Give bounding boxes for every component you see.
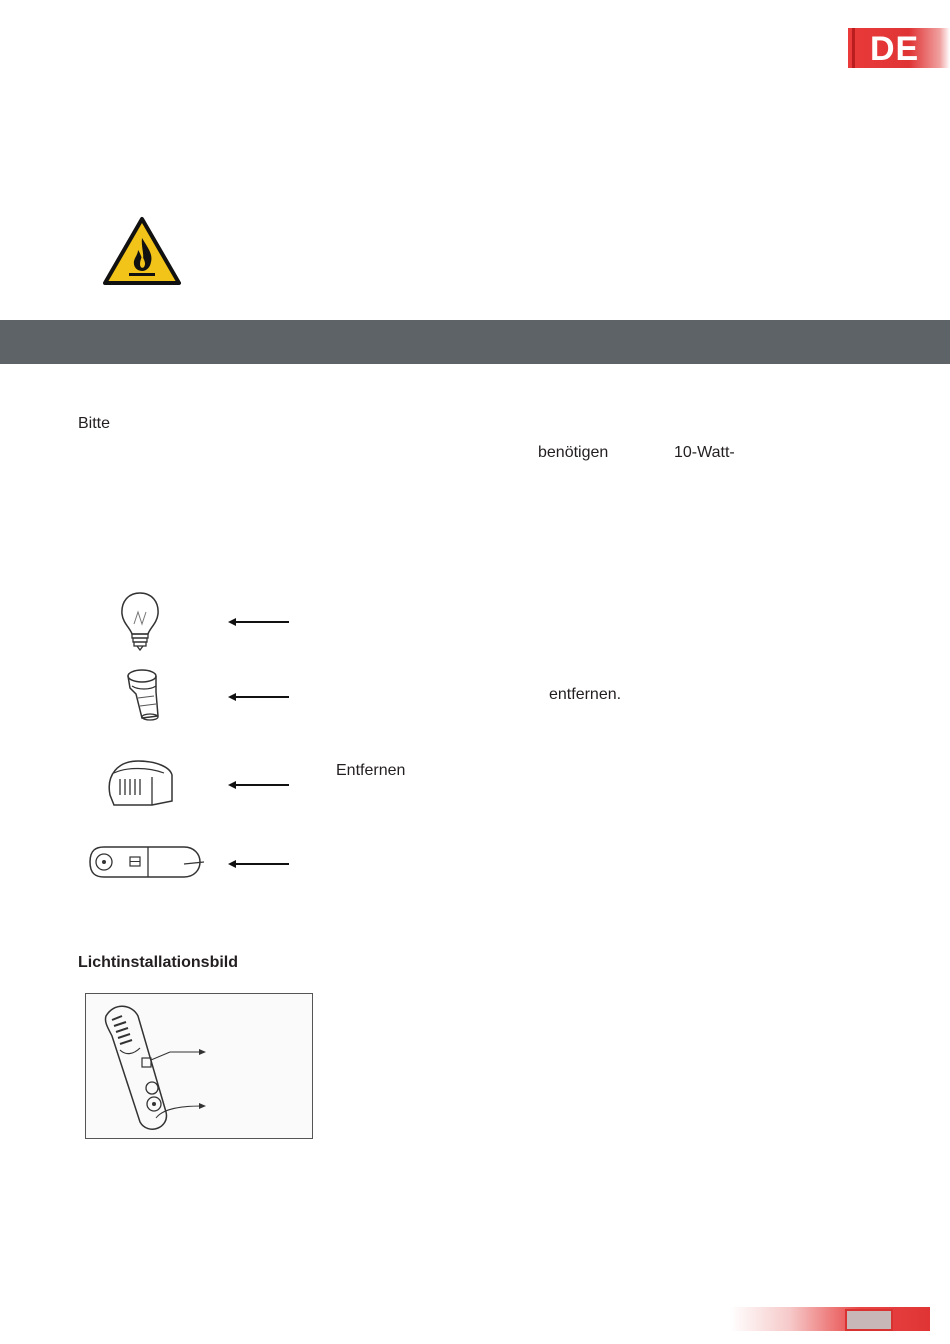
bulb-socket-icon [120, 666, 174, 726]
step-1-arrow [228, 614, 290, 624]
step-3-text: Entfernen [336, 762, 406, 779]
lamp-assembly-icon [80, 840, 204, 884]
footer-accent-bar [730, 1307, 930, 1331]
step-2-arrow [228, 689, 290, 699]
light-bulb-icon [116, 590, 164, 652]
installation-heading: Lichtinstallationsbild [78, 954, 239, 971]
step-3-arrow [228, 777, 290, 787]
intro-word-bitte: Bitte [78, 415, 111, 432]
language-tab-accent [852, 28, 855, 68]
page-number-box [845, 1309, 893, 1331]
step-2-text: entfernen. [549, 686, 622, 703]
light-installation-diagram [85, 993, 313, 1139]
language-label: DE [870, 30, 920, 68]
language-tab [848, 28, 950, 68]
step-4-arrow [228, 856, 290, 866]
intro-word-10-watt: 10-Watt- [674, 444, 735, 461]
intro-word-benoetigen: benötigen [538, 444, 609, 461]
section-header-band [0, 320, 950, 364]
flammable-warning-icon [103, 216, 181, 286]
lamp-cover-icon [104, 755, 178, 811]
